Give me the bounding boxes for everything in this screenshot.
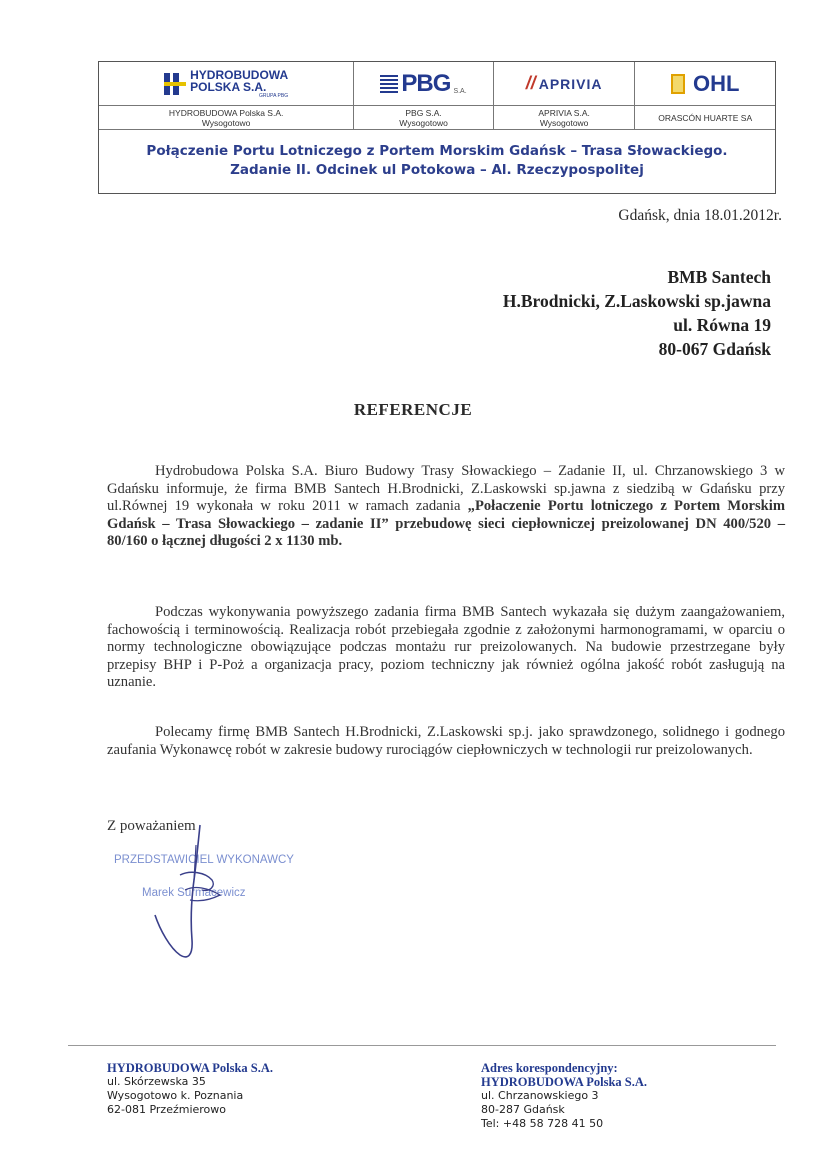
handwritten-signature — [150, 820, 230, 965]
company-cell — [635, 106, 775, 130]
ohl-emblem-icon — [671, 74, 685, 94]
recipient-line: 80-067 Gdańsk — [658, 339, 771, 359]
logos-row — [99, 62, 775, 105]
hydrobudowa-logo — [99, 62, 354, 105]
recipient-line: ul. Równa 19 — [673, 315, 771, 335]
paragraph-1-bold: „Połaczenie Portu lotniczego z Portem Morskim Gdańsk – Trasa Słowackiego – zadanie II” przebudowę sieci ciepłowniczej preizolowanej DN 400/520 – 80/160 o łącznej długości 2 x 1130 mb. — [107, 498, 785, 549]
hydrobudowa-logo-line1: HYDROBUDOWA — [190, 67, 289, 82]
company-name: PBG S.A. — [405, 108, 442, 118]
project-title-line2: Zadanie II. Odcinek ul Potokowa – Al. Rzeczypospolitej — [230, 162, 644, 178]
pbg-logo-sa: S.A. — [453, 87, 467, 95]
footer-right-title: HYDROBUDOWA Polska S.A. — [481, 1075, 647, 1089]
closing-salutation: Z poważaniem — [107, 818, 196, 834]
footer-divider — [68, 1045, 776, 1046]
company-name: APRIVIA S.A. — [538, 108, 590, 118]
recipient-line: BMB Santech — [667, 267, 771, 287]
recipient-address — [503, 265, 771, 361]
pbg-logo-text: PBG — [401, 69, 451, 97]
recipient-line: H.Brodnicki, Z.Laskowski sp.jawna — [502, 291, 771, 311]
footer-left-line: Wysogotowo k. Poznania — [107, 1089, 244, 1102]
project-title — [99, 142, 775, 180]
footer-right-line: Tel: +48 58 728 41 50 — [481, 1117, 604, 1130]
stamp-name: Marek Surmacewicz — [142, 887, 246, 899]
aprivia-slash-icon: // — [525, 73, 536, 93]
paragraph-3 — [107, 724, 785, 759]
pbg-logo — [354, 62, 494, 105]
company-cell — [99, 106, 354, 130]
company-name: ORASCÓN HUARTE SA — [658, 113, 753, 123]
aprivia-logo — [494, 62, 636, 105]
footer-right-label: Adres korespondencyjny: — [481, 1061, 618, 1075]
stamp-title: PRZEDSTAWICIEL WYKONAWCY — [114, 854, 294, 866]
paragraph-2 — [107, 604, 785, 692]
header-divider — [99, 129, 775, 130]
document-date: Gdańsk, dnia 18.01.2012r. — [618, 207, 782, 224]
header-table — [98, 61, 776, 194]
company-place: Wysogotowo — [539, 118, 589, 128]
hydrobudowa-mark-icon — [164, 73, 186, 95]
paragraph-1 — [107, 463, 785, 551]
footer-left-title: HYDROBUDOWA Polska S.A. — [107, 1061, 273, 1075]
company-place: Wysogotowo — [399, 118, 448, 128]
company-name: HYDROBUDOWA Polska S.A. — [168, 108, 284, 118]
footer-right-address — [481, 1061, 647, 1131]
pbg-stripes-icon — [380, 75, 398, 95]
company-place: Wysogotowo — [201, 118, 251, 128]
footer-left-line: 62-081 Przeźmierowo — [107, 1103, 227, 1116]
paragraph-2-text: Podczas wykonywania powyższego zadania firma BMB Santech wykazała się dużym zaangażowaniem, fachowością i terminowością. Realizacja robót przebiegała zgodnie z założonymi harmonogramami, w oparciu o normy technologiczne obowiązujące podczas montażu rur preizolowanych. Na budowie przestrzegane były przepisy BHP i P-Poż a organizacja pracy, poziom techniczny jak również ogólna jakość robót zasługują na uznanie. — [107, 604, 785, 690]
aprivia-logo-text: APRIVIA — [538, 75, 603, 92]
company-names-row — [99, 105, 775, 130]
footer-left-line: ul. Skórzewska 35 — [107, 1075, 206, 1088]
ohl-logo — [635, 62, 775, 105]
company-cell — [354, 106, 494, 130]
hydrobudowa-logo-sub: GRUPA PBG — [259, 92, 289, 99]
document-heading: REFERENCJE — [353, 400, 473, 419]
company-cell — [494, 106, 636, 130]
footer-right-line: ul. Chrzanowskiego 3 — [481, 1089, 599, 1102]
hydrobudowa-logo-line2: POLSKA S.A. — [190, 79, 267, 94]
project-title-line1: Połączenie Portu Lotniczego z Portem Morskim Gdańsk – Trasa Słowackiego. — [146, 143, 728, 159]
paragraph-3-text: Polecamy firmę BMB Santech H.Brodnicki, Z.Laskowski sp.j. jako sprawdzonego, solidnego i godnego zaufania Wykonawcę robót w zakresie budowy rurociągów ciepłowniczych w technologii rur preizolowanych. — [107, 724, 785, 758]
footer-right-line: 80-287 Gdańsk — [481, 1103, 565, 1116]
ohl-logo-text: OHL — [692, 70, 740, 96]
paragraph-1-text: Hydrobudowa Polska S.A. Biuro Budowy Trasy Słowackiego – Zadanie II, ul. Chrzanowskiego 3 w Gdańsku informuje, że firma BMB Santech H.Brodnicki, Z.Laskowski sp.jawna z siedzibą w Gdańsku przy ul.Równej 19 wykonała w roku 2011 w ramach zadania — [107, 463, 785, 514]
footer-left-address — [107, 1061, 273, 1117]
